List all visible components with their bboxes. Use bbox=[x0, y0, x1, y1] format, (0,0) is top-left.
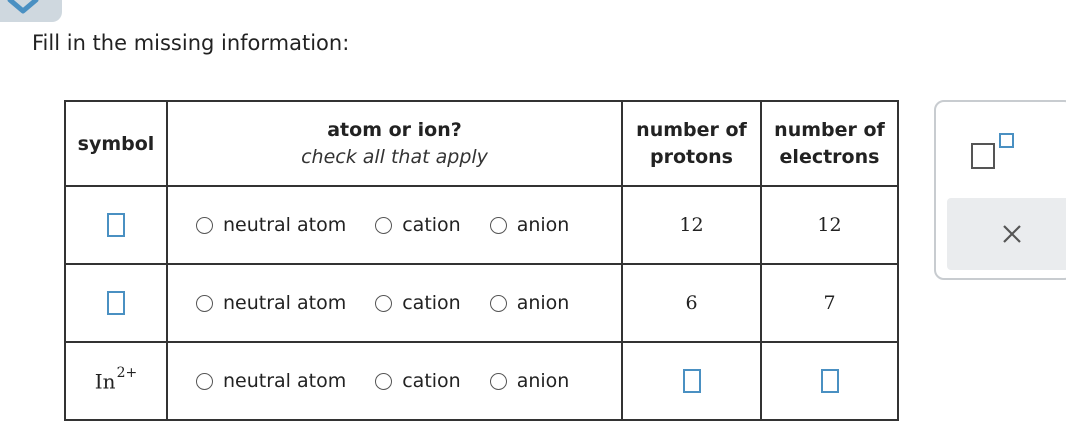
atom-ion-options bbox=[167, 186, 622, 264]
checkbox-neutral-atom[interactable] bbox=[196, 373, 213, 390]
protons-cell bbox=[622, 186, 761, 264]
option-neutral-atom[interactable]: neutral atom bbox=[196, 292, 346, 314]
chevron-down-icon bbox=[6, 0, 40, 18]
close-icon bbox=[1002, 224, 1022, 244]
symbol-cell bbox=[65, 342, 167, 420]
electrons-value: 12 bbox=[817, 214, 842, 236]
table-row bbox=[65, 186, 898, 264]
header-electrons: number of electrons bbox=[761, 101, 898, 186]
superscript-box-icon[interactable] bbox=[970, 132, 1020, 172]
option-cation[interactable]: cation bbox=[375, 292, 460, 314]
electrons-cell bbox=[761, 342, 898, 420]
protons-value: 12 bbox=[679, 214, 704, 236]
option-neutral-atom[interactable]: neutral atom bbox=[196, 214, 346, 236]
chemistry-table bbox=[64, 100, 899, 421]
checkbox-neutral-atom[interactable] bbox=[196, 295, 213, 312]
table-row bbox=[65, 264, 898, 342]
checkbox-cation[interactable] bbox=[375, 295, 392, 312]
electrons-answer-box[interactable] bbox=[821, 369, 839, 393]
header-atom-or-ion-title: atom or ion? bbox=[327, 118, 462, 141]
checkbox-cation[interactable] bbox=[375, 217, 392, 234]
symbol-answer-box[interactable] bbox=[107, 213, 125, 237]
collapse-tab[interactable] bbox=[0, 0, 62, 22]
electrons-cell bbox=[761, 264, 898, 342]
tool-panel bbox=[934, 100, 1066, 280]
header-protons: number of protons bbox=[622, 101, 761, 186]
ion-charge: 2+ bbox=[116, 364, 138, 381]
atom-ion-options bbox=[167, 342, 622, 420]
symbol-cell bbox=[65, 264, 167, 342]
checkbox-cation[interactable] bbox=[375, 373, 392, 390]
clear-button[interactable] bbox=[947, 198, 1066, 270]
checkbox-anion[interactable] bbox=[490, 295, 507, 312]
checkbox-anion[interactable] bbox=[490, 217, 507, 234]
option-cation[interactable]: cation bbox=[375, 214, 460, 236]
option-anion[interactable]: anion bbox=[490, 292, 570, 314]
header-symbol: symbol bbox=[65, 101, 167, 186]
checkbox-neutral-atom[interactable] bbox=[196, 217, 213, 234]
table-row bbox=[65, 342, 898, 420]
header-check-all-hint: check all that apply bbox=[301, 145, 488, 168]
protons-cell bbox=[622, 264, 761, 342]
option-neutral-atom[interactable]: neutral atom bbox=[196, 370, 346, 392]
electrons-cell bbox=[761, 186, 898, 264]
option-cation[interactable]: cation bbox=[375, 370, 460, 392]
symbol-answer-box[interactable] bbox=[107, 291, 125, 315]
option-anion[interactable]: anion bbox=[490, 370, 570, 392]
instruction-text: Fill in the missing information: bbox=[32, 31, 350, 55]
ion-symbol: $In^{2+}$ bbox=[94, 364, 138, 394]
symbol-cell bbox=[65, 186, 167, 264]
electrons-value: 7 bbox=[823, 292, 836, 314]
protons-cell bbox=[622, 342, 761, 420]
protons-answer-box[interactable] bbox=[683, 369, 701, 393]
atom-ion-options bbox=[167, 264, 622, 342]
protons-value: 6 bbox=[685, 292, 698, 314]
checkbox-anion[interactable] bbox=[490, 373, 507, 390]
option-anion[interactable]: anion bbox=[490, 214, 570, 236]
header-atom-or-ion bbox=[167, 101, 622, 186]
table-header-row bbox=[65, 101, 898, 186]
